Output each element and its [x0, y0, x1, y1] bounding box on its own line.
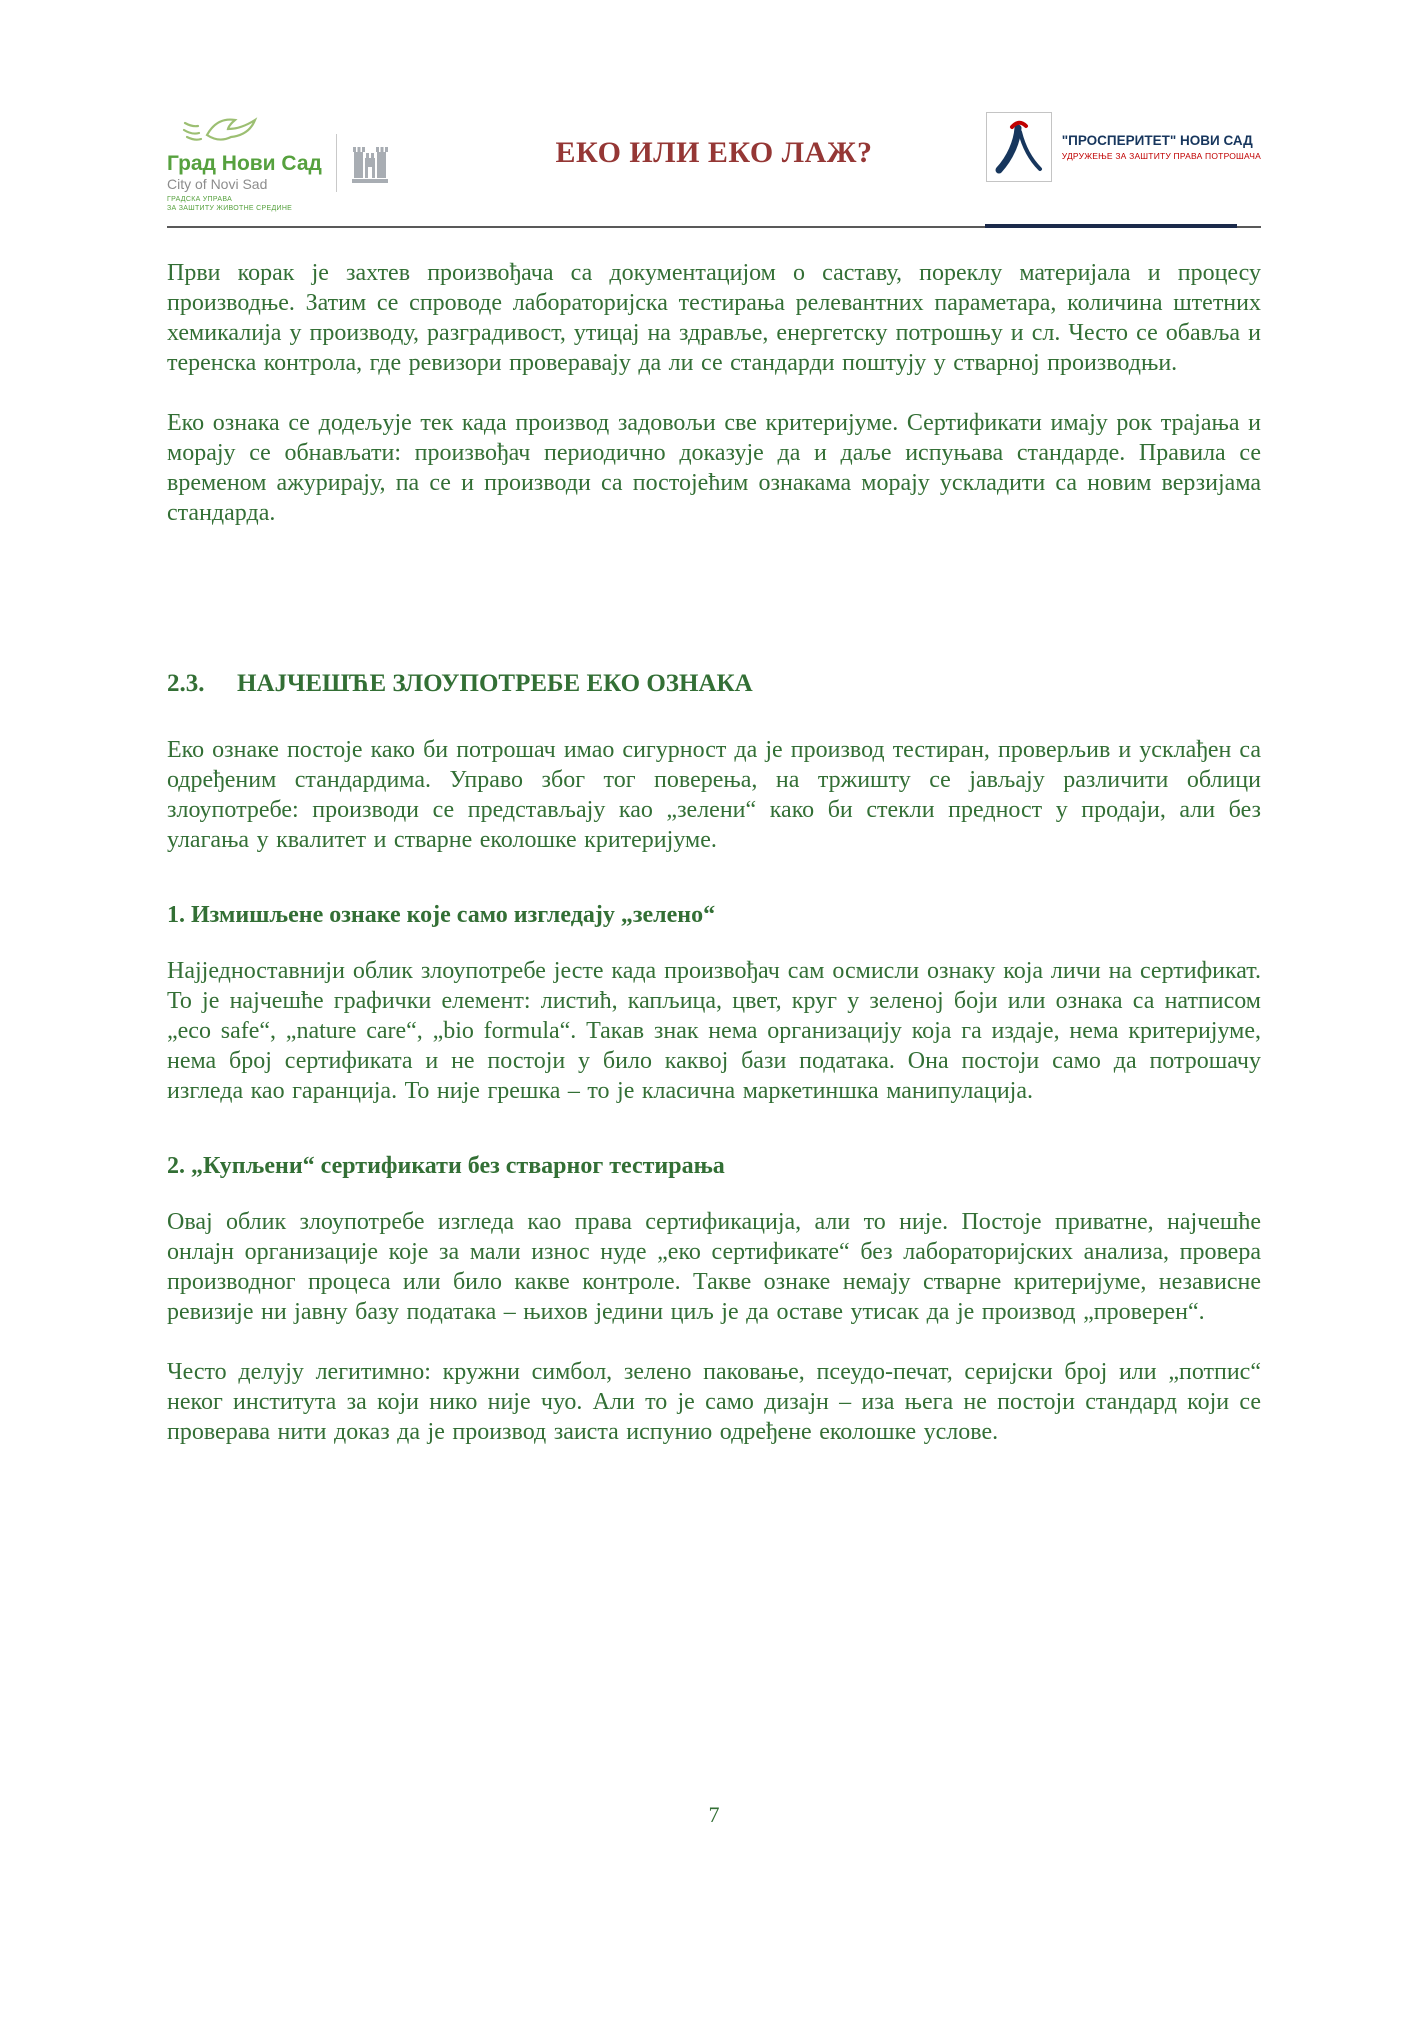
paragraph: Често делују легитимно: кружни симбол, зелено паковање, псеудо-печат, серијски број или „потпис“ неког института за који нико није чуо. Али то је само дизајн – иза њега не постоји стандард који се проверава нити доказ да је производ заиста испунио одређене еколошке услове. — [167, 1359, 1261, 1445]
paragraph: Најједноставнији облик злоупотребе јесте када произвођач сам осмисли ознаку која личи на сертификат. То је најчешће графички елемент: листић, капљица, цвет, круг у зеленој боји или ознака са натписом „eco safe“, „nature care“, „bio formula“. Такав знак нема организацију која га издаје, нема критеријуме, нема број сертификата и не постоји у било каквој бази података. Она постоји само да потрошачу изгледа као гаранција. То није грешка – то је класична маркетиншка манипулација. — [167, 958, 1261, 1104]
paragraph: Еко ознаке постоје како би потрошач имао сигурност да је производ тестиран, проверљив и усклађен са одређеним стандардима. Управо због тог поверења, на тржишту се јављају различити облици злоупотребе: производи се представљају као „зелени“ како би стекли предност у продаји, али без улагања у квалитет и стварне еколошке критеријуме. — [167, 737, 1261, 853]
novi-sad-logo-subtitle: City of Novi Sad — [167, 176, 268, 193]
paragraph: Овај облик злоупотребе изгледа као права сертификација, али то није. Постоје приватне, најчешће онлајн организације које за мали износ нуде „еко сертификате“ без лабораторијских анализа, провера производног процеса или било какве контроле. Такве ознаке немају стварне критеријуме, независне ревизије ни јавну базу података – њихов једини циљ је да оставе утисак да је производ „проверен“. — [167, 1209, 1261, 1325]
section-number: 2.3. — [167, 670, 205, 697]
subheading-2: 2. „Купљени“ сертификати без стварног тестирања — [167, 1153, 725, 1179]
page-footer — [0, 1802, 1428, 1828]
novi-sad-dept-line1: ГРАДСКА УПРАВА — [167, 196, 233, 204]
page-header — [0, 0, 1428, 226]
novi-sad-dept-line2: ЗА ЗАШТИТУ ЖИВОТНЕ СРЕДИНЕ — [167, 205, 293, 213]
document-body — [0, 228, 1428, 1447]
novi-sad-logo-dept — [167, 196, 322, 214]
prosperitet-subtitle: УДРУЖЕЊЕ ЗА ЗАШТИТУ ПРАВА ПОТРОШАЧА — [1061, 151, 1261, 162]
subheading-1: 1. Измишљене ознаке које само изгледају „зелено“ — [167, 902, 716, 928]
paragraph: Еко ознака се додељује тек када производ задовољи све критеријуме. Сертификати имају рок трајања и морају се обнављати: произвођач периодично доказује да и даље испуњава стандарде. Правила се временом ажурирају, па се и производи са постојећим ознакама морају ускладити са новим верзијама стандарда. — [167, 410, 1261, 526]
section-heading — [167, 668, 1261, 700]
header-divider — [167, 226, 1261, 228]
page-number: 7 — [708, 1802, 720, 1827]
document-title: ЕКО ИЛИ ЕКО ЛАЖ? — [555, 136, 873, 169]
section-title: НАЈЧЕШЋЕ ЗЛОУПОТРЕБЕ ЕКО ОЗНАКА — [237, 670, 753, 697]
paragraph: Први корак је захтев произвођача са документацијом о саставу, пореклу материјала и процесу производње. Затим се спроводе лабораторијска тестирања релевантних параметара, количина штетних хемикалија у производу, разградивост, утицај на здравље, енергетску потрошњу и сл. Често се обавља и теренска контрола, где ревизори проверавају да ли се стандарди поштују у стварној производњи. — [167, 260, 1261, 376]
prosperitet-name: "ПРОСПЕРИТЕТ" НОВИ САД — [1061, 132, 1253, 148]
novi-sad-logo-name: Град Нови Сад — [167, 152, 322, 175]
header-divider-accent — [985, 224, 1237, 228]
